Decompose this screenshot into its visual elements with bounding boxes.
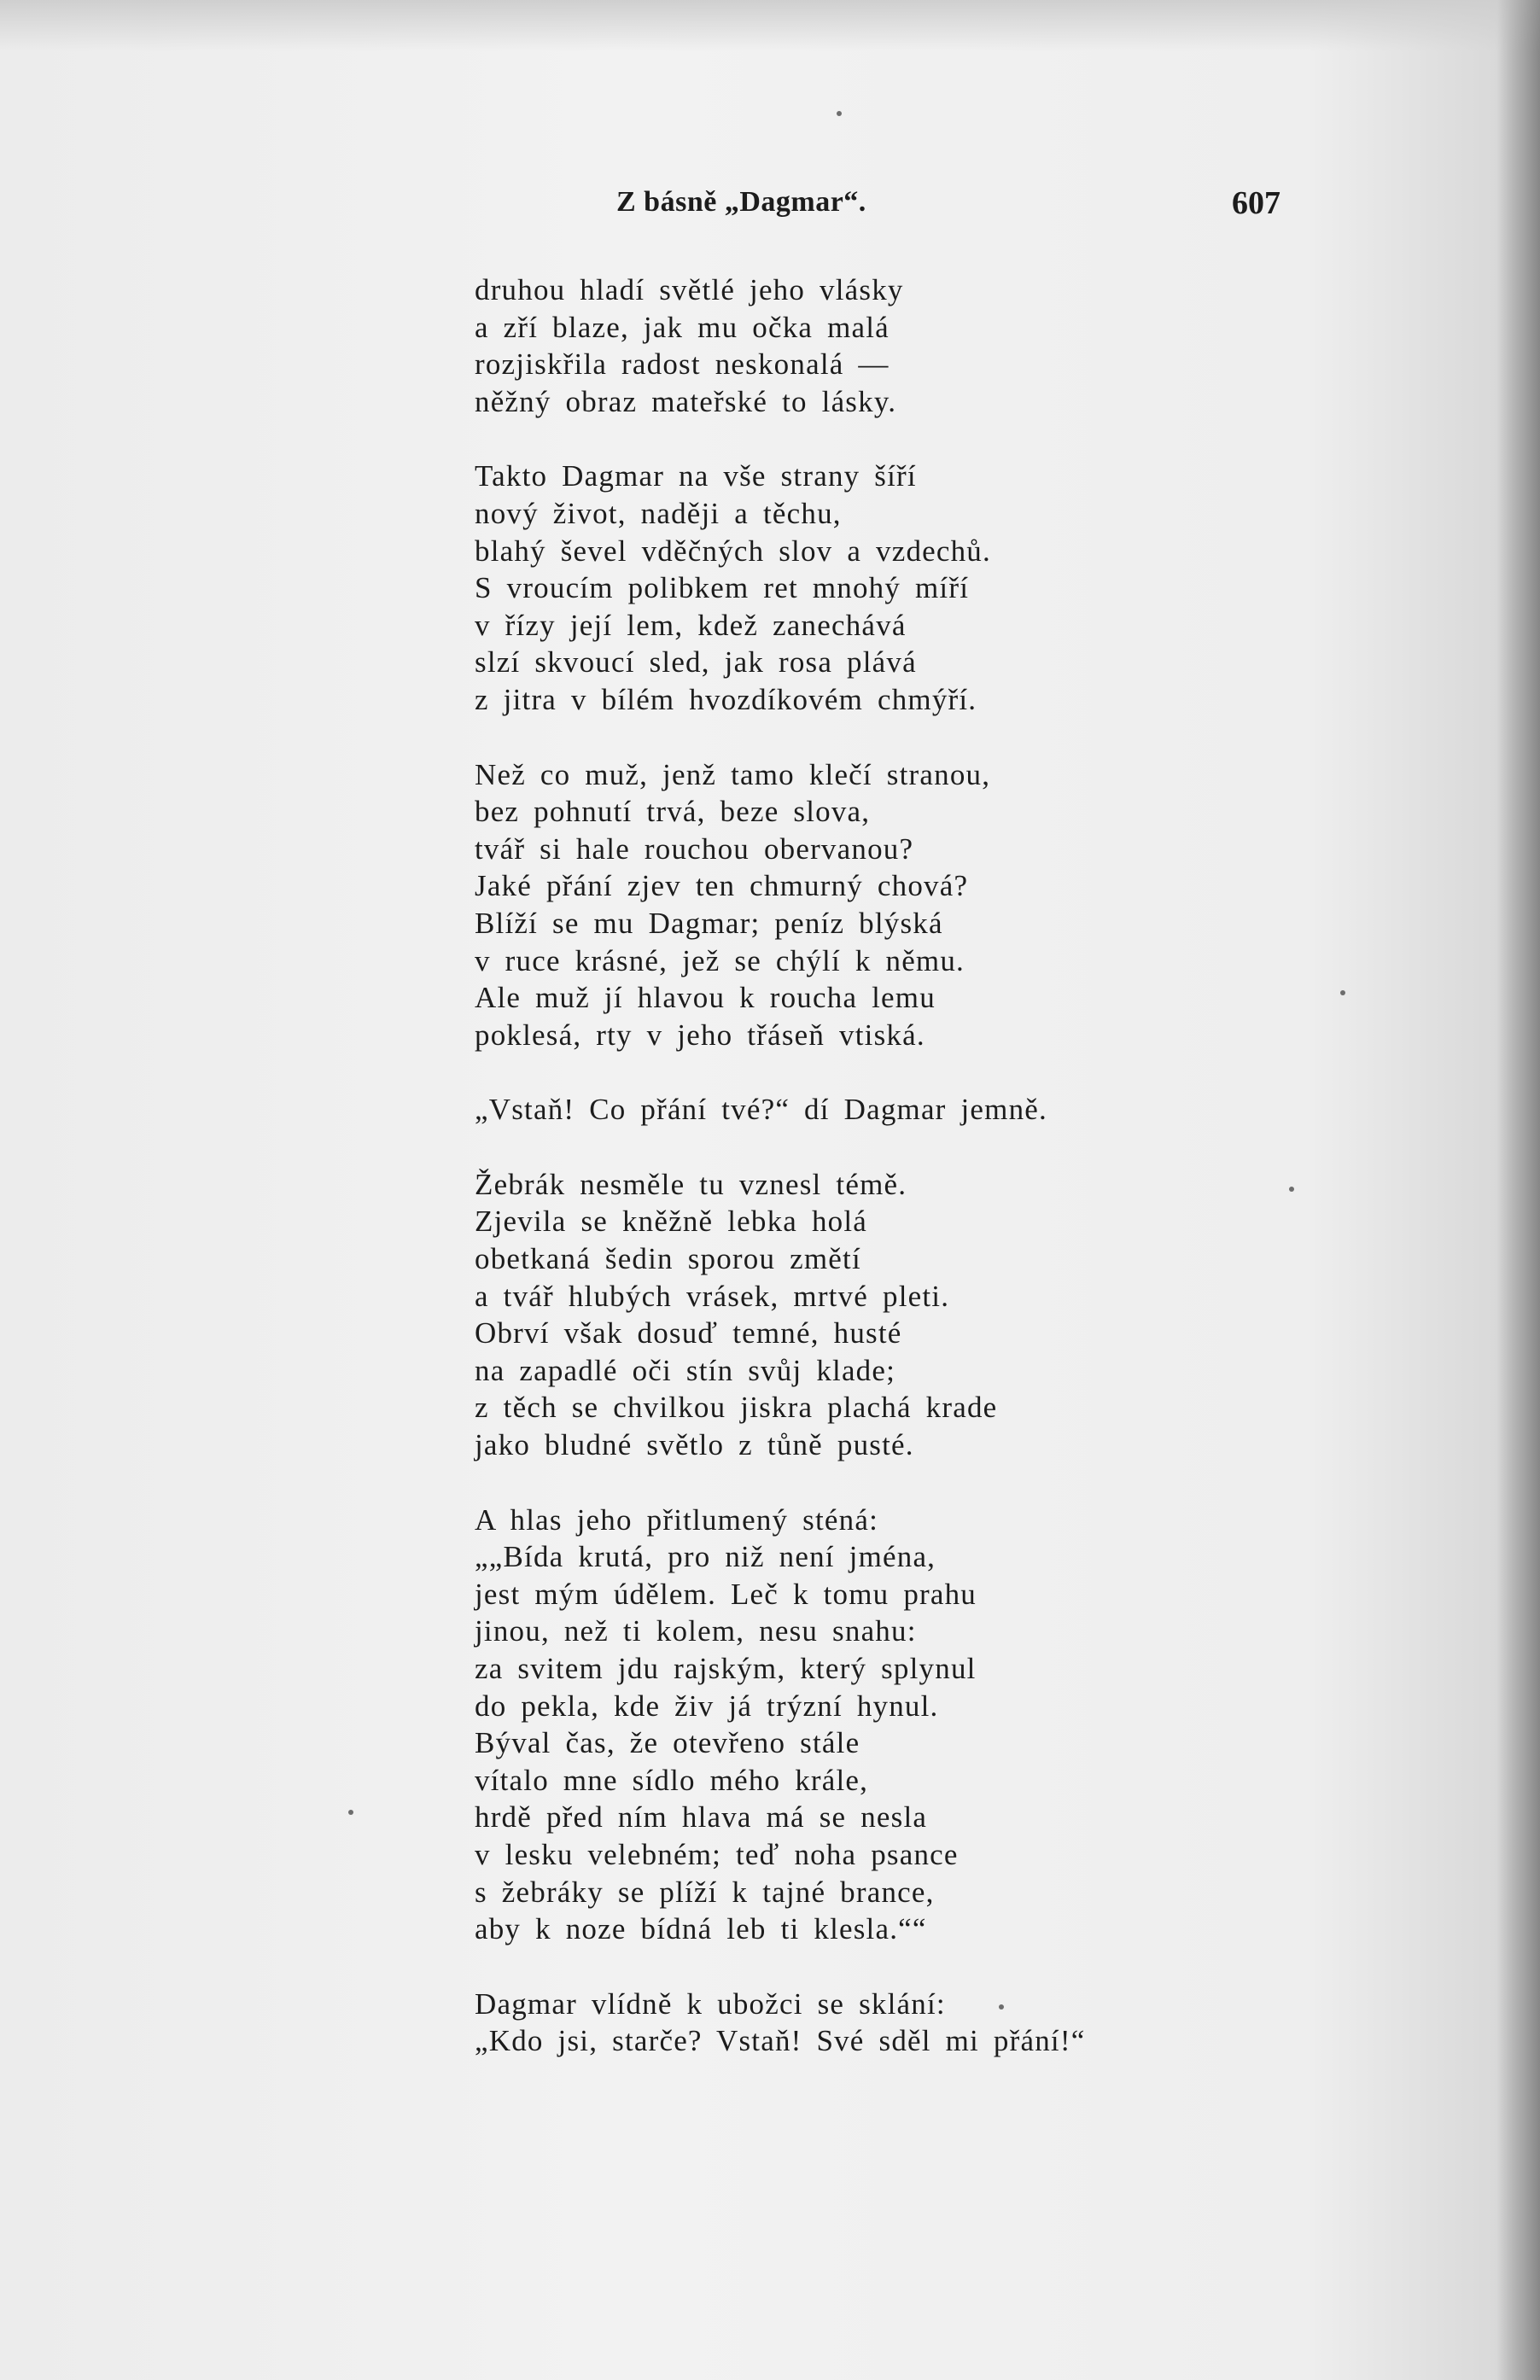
verse-line: Obrví však dosuď temné, husté (475, 1316, 902, 1350)
verse-line: „Kdo jsi, starče? Vstaň! Své sděl mi přání!“ (475, 2024, 1086, 2058)
verse-line: jako bludné světlo z tůně pusté. (475, 1428, 914, 1462)
stanza (475, 1986, 1499, 2060)
verse-line: na zapadlé oči stín svůj klade; (475, 1353, 896, 1387)
verse-line: z těch se chvilkou jiskra plachá krade (475, 1391, 998, 1425)
stanza (475, 1091, 1499, 1129)
verse-line: za svitem jdu rajským, který splynul (475, 1652, 977, 1685)
print-speck (348, 1810, 353, 1815)
verse-line: „Vstaň! Co přání tvé?“ dí Dagmar jemně. (475, 1093, 1047, 1127)
poem-text (475, 271, 1499, 2097)
verse-line: A hlas jeho přitlumený sténá: (475, 1502, 879, 1537)
verse-line: jinou, než ti kolem, nesu snahu: (475, 1614, 917, 1648)
verse-line: poklesá, rty v jeho třáseň vtiská. (475, 1018, 925, 1052)
verse-line: Ale muž jí hlavou k roucha lemu (475, 981, 936, 1015)
verse-line: druhou hladí světlé jeho vlásky (475, 273, 904, 306)
print-speck (1340, 990, 1345, 995)
verse-line: v lesku velebném; teď noha psance (475, 1837, 959, 1871)
stanza (475, 756, 1499, 1054)
page-spine-shadow (1497, 0, 1540, 2380)
verse-line: bez pohnutí trvá, beze slova, (475, 795, 871, 829)
verse-line: Býval čas, že otevřeno stále (475, 1726, 860, 1760)
verse-line: blahý ševel vděčných slov a vzdechů. (475, 534, 991, 568)
verse-line: a zří blaze, jak mu očka malá (475, 310, 890, 344)
verse-line: z jitra v bílém hvozdíkovém chmýří. (475, 682, 977, 716)
verse-line: jest mým údělem. Leč k tomu prahu (475, 1577, 977, 1611)
verse-line: tvář si hale rouchou obervanou? (475, 831, 914, 866)
page-number: 607 (1232, 185, 1280, 221)
verse-line: v ruce krásné, jež se chýlí k němu. (475, 943, 965, 977)
verse-line: Jaké přání zjev ten chmurný chová? (475, 869, 969, 903)
verse-line: něžný obraz mateřské to lásky. (475, 384, 897, 418)
verse-line: hrdě před ním hlava má se nesla (475, 1800, 928, 1835)
print-speck (999, 2004, 1004, 2010)
stanza (475, 1502, 1499, 1948)
verse-line: S vroucím polibkem ret mnohý míří (475, 571, 970, 605)
running-head: Z básně „Dagmar“. (616, 186, 866, 218)
verse-line: Žebrák nesměle tu vznesl témě. (475, 1167, 907, 1201)
verse-line: Blíží se mu Dagmar; peníz blýská (475, 906, 943, 940)
verse-line: a tvář hlubých vrásek, mrtvé pleti. (475, 1279, 950, 1313)
stanza (475, 1166, 1499, 1464)
stanza (475, 271, 1499, 420)
print-speck (837, 111, 842, 116)
verse-line: s žebráky se plíží k tajné brance, (475, 1875, 935, 1909)
stanza (475, 458, 1499, 718)
verse-line: Takto Dagmar na vše strany šíří (475, 459, 917, 493)
page-top-shadow (0, 0, 1540, 51)
verse-line: slzí skvoucí sled, jak rosa plává (475, 645, 917, 680)
print-speck (1289, 1187, 1294, 1192)
verse-line: „„Bída krutá, pro niž není jména, (475, 1540, 936, 1574)
verse-line: do pekla, kde živ já trýzní hynul. (475, 1689, 939, 1723)
verse-line: v řízy její lem, kdež zanechává (475, 608, 907, 642)
verse-line: aby k noze bídná leb ti klesla.““ (475, 1912, 927, 1946)
verse-line: rozjiskřila radost neskonalá — (475, 347, 890, 382)
verse-line: Zjevila se kněžně lebka holá (475, 1205, 868, 1239)
verse-line: Než co muž, jenž tamo klečí stranou, (475, 757, 991, 791)
verse-line: Dagmar vlídně k ubožci se sklání: (475, 1986, 946, 2021)
verse-line: vítalo mne sídlo mého krále, (475, 1763, 869, 1797)
verse-line: nový život, naději a těchu, (475, 496, 842, 530)
verse-line: obetkaná šedin sporou změtí (475, 1242, 861, 1276)
